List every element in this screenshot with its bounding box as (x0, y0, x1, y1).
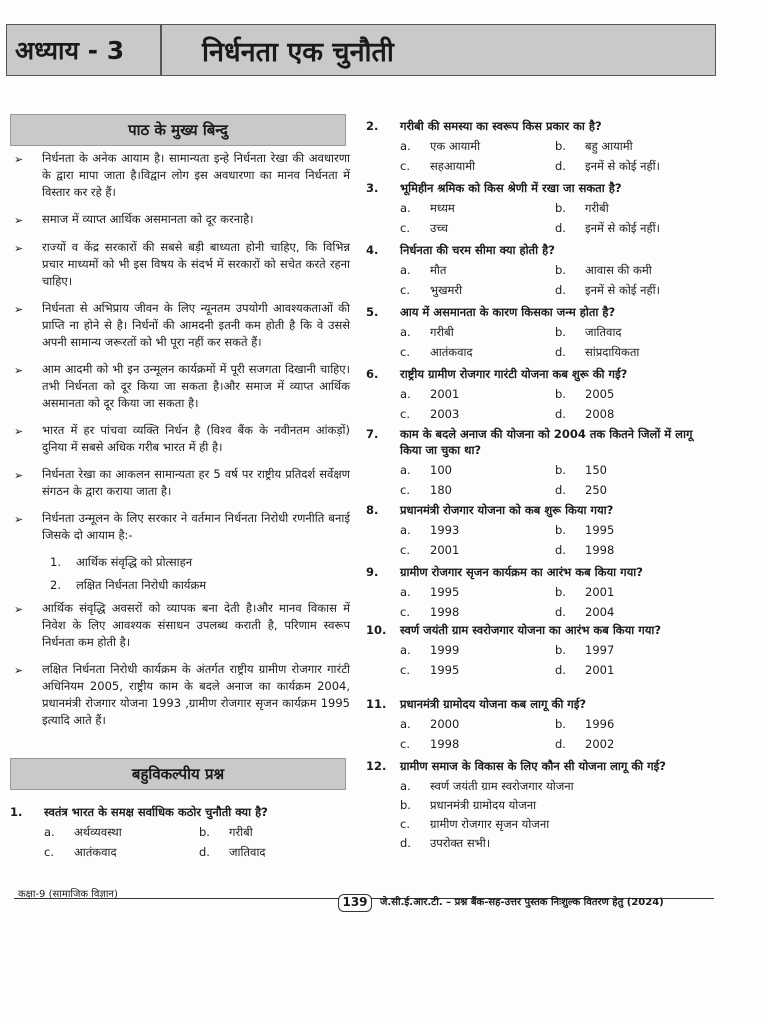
option-letter: c. (400, 221, 410, 235)
option-letter: d. (555, 605, 566, 619)
option-text: उपरोक्त सभी। (430, 836, 491, 850)
option-letter: b. (199, 825, 210, 839)
question-text: निर्धनता की चरम सीमा क्या होती है? (400, 243, 555, 257)
answer-option (400, 386, 555, 402)
answer-option (400, 344, 555, 360)
question-text: आय में असमानता के कारण किसका जन्म होता है? (400, 305, 616, 319)
question-stem (10, 804, 350, 820)
option-letter: d. (555, 283, 566, 297)
answer-option (44, 824, 199, 840)
question-5 (366, 304, 711, 360)
key-point-text: लक्षित निर्धनता निरोधी कार्यक्रम के अंतर्गत राष्ट्रीय ग्रामीण रोजगार गारंटी अधिनियम 2005, राष्ट्रीय काम के बदले अनाज का कार्यक्रम 2004, प्रधानमंत्री रोजगार योजना 1993 ,ग्रामीण रोजगार सृजन कार्यक्रम 1995 इत्यादि आते हैं। (42, 662, 350, 727)
question-text: ग्रामीण रोजगार सृजन कार्यक्रम का आरंभ कब किया गया? (400, 565, 643, 579)
question-text: ग्रामीण समाज के विकास के लिए कौन सी योजना लागू की गई? (400, 759, 666, 773)
option-text: सांप्रदायिकता (585, 345, 640, 359)
option-letter: d. (555, 159, 566, 173)
key-points-list (14, 150, 350, 739)
option-letter: c. (400, 159, 410, 173)
answer-option (400, 642, 555, 658)
option-letter: d. (555, 663, 566, 677)
option-list (400, 324, 711, 360)
sub-point-number: 1. (50, 555, 61, 569)
option-list (400, 778, 711, 851)
key-points-heading: पाठ के मुख्य बिन्दु (10, 114, 346, 146)
answer-option (555, 158, 710, 174)
question-stem (366, 242, 711, 258)
option-letter: b. (555, 387, 566, 401)
option-text: बहु आयामी (585, 139, 633, 153)
question-number: 4. (366, 243, 379, 257)
answer-option (400, 200, 555, 216)
question-text: भूमिहीन श्रमिक को किस श्रेणी में रखा जा सकता है? (400, 181, 622, 195)
answer-option (555, 736, 710, 752)
option-list (400, 262, 711, 298)
key-point-text: राज्यों व केंद्र सरकारों की सबसे बड़ी बाध्यता होनी चाहिए, कि विभिन्न प्रचार माध्यमों को भी इस विषय के संदर्भ में सरकारों को सचेत करते रहना चाहिए। (42, 240, 350, 288)
answer-option (400, 220, 555, 236)
key-point (14, 300, 350, 351)
option-letter: d. (555, 737, 566, 751)
key-point-text: निर्धनता से अभिप्राय जीवन के लिए न्यूनतम उपयोगी आवश्यकताओं की प्राप्ति ना होने से है। निर्धनों की आमदनी इतनी कम होती है कि वे उससे अपनी सामान्य जरूरतों को भी पूरा नहीं कर सकते हैं। (42, 301, 350, 349)
option-letter: a. (400, 779, 411, 793)
answer-option (400, 835, 711, 851)
option-letter: b. (555, 139, 566, 153)
option-text: 1995 (585, 523, 615, 537)
question-number: 3. (366, 181, 379, 195)
sub-point (50, 554, 350, 571)
option-letter: a. (400, 139, 411, 153)
key-point (14, 600, 350, 651)
option-text: आतंकवाद (430, 345, 473, 359)
option-text: इनमें से कोई नहीं। (585, 159, 660, 173)
answer-option (555, 522, 710, 538)
key-point-text: निर्धनता रेखा का आकलन सामान्यता हर 5 वर्ष पर राष्ट्रीय प्रतिदर्श सर्वेक्षण संगठन के द्वारा कराया जाता है। (42, 467, 350, 498)
answer-option (44, 844, 199, 860)
option-letter: a. (400, 263, 411, 277)
option-text: उच्च (430, 221, 448, 235)
answer-option (400, 542, 555, 558)
option-letter: a. (400, 717, 411, 731)
option-letter: c. (44, 845, 54, 859)
answer-option (400, 262, 555, 278)
option-letter: b. (555, 585, 566, 599)
footer-class-label: कक्षा-9 (सामाजिक विज्ञान) (18, 889, 118, 900)
question-stem (366, 118, 711, 134)
answer-option (555, 282, 710, 298)
question-text: प्रधानमंत्री ग्रामोदय योजना कब लागू की गई? (400, 697, 587, 711)
question-number: 8. (366, 503, 379, 517)
answer-option (400, 138, 555, 154)
option-list (400, 522, 711, 558)
option-letter: a. (400, 585, 411, 599)
question-text: स्वर्ण जयंती ग्राम स्वरोजगार योजना का आरंभ कब किया गया? (400, 623, 662, 637)
question-stem (366, 564, 711, 580)
answer-option (400, 406, 555, 422)
option-text: 1995 (430, 663, 460, 677)
bullet-arrow-icon: ➢ (14, 214, 24, 227)
question-stem (366, 180, 711, 196)
key-point (14, 466, 350, 500)
mcq-heading: बहुविकल्पीय प्रश्न (10, 758, 346, 790)
option-text: स्वर्ण जयंती ग्राम स्वरोजगार योजना (430, 779, 574, 793)
option-letter: a. (400, 643, 411, 657)
option-text: 1998 (430, 737, 460, 751)
option-letter: c. (400, 283, 410, 297)
option-letter: d. (400, 836, 411, 850)
answer-option (555, 584, 710, 600)
question-stem (366, 502, 711, 518)
answer-option (400, 158, 555, 174)
question-number: 6. (366, 367, 379, 381)
bullet-arrow-icon: ➢ (14, 664, 24, 677)
answer-option (400, 462, 555, 478)
answer-option (555, 482, 710, 498)
question-6 (366, 366, 711, 422)
answer-option (400, 282, 555, 298)
option-text: 180 (430, 483, 452, 497)
question-number: 12. (366, 759, 387, 773)
answer-option (555, 200, 710, 216)
option-letter: b. (555, 325, 566, 339)
option-letter: d. (199, 845, 210, 859)
option-letter: c. (400, 345, 410, 359)
key-point-text: आर्थिक संवृद्धि अवसरों को व्यापक बना देती है।और मानव विकास में निवेश के लिए आवश्यक संसाधन उपलब्ध कराती है, परिणाम स्वरूप निर्धनता कम होती है। (42, 601, 350, 649)
answer-option (199, 824, 354, 840)
option-list (400, 462, 711, 498)
option-letter: b. (555, 643, 566, 657)
option-text: ग्रामीण रोजगार सृजन योजना (430, 817, 550, 831)
bullet-arrow-icon: ➢ (14, 303, 24, 316)
option-text: 1998 (430, 605, 460, 619)
question-7 (366, 426, 711, 498)
bullet-arrow-icon: ➢ (14, 364, 24, 377)
option-letter: c. (400, 605, 410, 619)
answer-option (400, 584, 555, 600)
chapter-title: निर्धनता एक चुनौती (202, 36, 394, 68)
option-text: गरीबी (430, 325, 454, 339)
question-number: 11. (366, 697, 387, 711)
option-text: गरीबी (585, 201, 609, 215)
option-list (400, 584, 711, 620)
option-text: 2000 (430, 717, 460, 731)
answer-option (400, 324, 555, 340)
option-text: 1995 (430, 585, 460, 599)
key-point (14, 510, 350, 544)
option-letter: c. (400, 543, 410, 557)
question-number: 1. (10, 805, 23, 819)
option-text: 1993 (430, 523, 460, 537)
option-letter: b. (555, 263, 566, 277)
option-text: जातिवाद (585, 325, 622, 339)
option-text: 2008 (585, 407, 615, 421)
question-number: 5. (366, 305, 379, 319)
option-text: 1996 (585, 717, 615, 731)
question-1 (10, 804, 350, 860)
option-letter: c. (400, 817, 410, 831)
option-text: 2001 (585, 663, 615, 677)
page-number: 139 (338, 894, 372, 912)
option-text: अर्थव्यवस्था (74, 825, 122, 839)
question-number: 7. (366, 427, 379, 441)
answer-option (400, 716, 555, 732)
key-point (14, 211, 350, 229)
question-stem (366, 366, 711, 382)
option-list (400, 200, 711, 236)
key-point (14, 422, 350, 456)
bullet-arrow-icon: ➢ (14, 425, 24, 438)
question-number: 9. (366, 565, 379, 579)
option-text: इनमें से कोई नहीं। (585, 283, 660, 297)
answer-option (555, 462, 710, 478)
answer-option (400, 482, 555, 498)
option-letter: d. (555, 543, 566, 557)
option-text: 1999 (430, 643, 460, 657)
option-text: 2001 (430, 543, 460, 557)
option-text: गरीबी (229, 825, 253, 839)
bullet-arrow-icon: ➢ (14, 603, 24, 616)
question-10 (366, 622, 711, 678)
option-letter: a. (400, 325, 411, 339)
option-text: एक आयामी (430, 139, 481, 153)
question-stem (366, 696, 711, 712)
option-letter: c. (400, 737, 410, 751)
option-list (44, 824, 350, 860)
answer-option (555, 324, 710, 340)
question-4 (366, 242, 711, 298)
question-text: गरीबी की समस्या का स्वरूप किस प्रकार का है? (400, 119, 602, 133)
answer-option (400, 736, 555, 752)
option-letter: d. (555, 483, 566, 497)
answer-option (199, 844, 354, 860)
option-text: सहआयामी (430, 159, 476, 173)
option-text: इनमें से कोई नहीं। (585, 221, 660, 235)
answer-option (555, 344, 710, 360)
option-list (400, 386, 711, 422)
option-letter: d. (555, 407, 566, 421)
option-text: 150 (585, 463, 607, 477)
footer-publisher: जे.सी.ई.आर.टी. – प्रश्न बैंक-सह-उत्तर पुस्तक निःशुल्क वितरण हेतु (2024) (380, 897, 664, 908)
option-letter: d. (555, 221, 566, 235)
answer-option (400, 662, 555, 678)
answer-option (555, 716, 710, 732)
answer-option (555, 220, 710, 236)
question-text: काम के बदले अनाज की योजना को 2004 तक कितने जिलों में लागू किया जा चुका था? (400, 427, 693, 457)
answer-option (555, 386, 710, 402)
question-stem (366, 304, 711, 320)
option-text: प्रधानमंत्री ग्रामोदय योजना (430, 798, 537, 812)
answer-option (400, 522, 555, 538)
key-point-text: आम आदमी को भी इन उन्मूलन कार्यक्रमों में पूरी सजगता दिखानी चाहिए। तभी निर्धनता को दूर किया जा सकता है।और समाज में व्याप्त आर्थिक असमानता को दूर किया जा सकता है। (42, 362, 350, 410)
sub-point-text: लक्षित निर्धनता निरोधी कार्यक्रम (76, 578, 207, 592)
question-stem (366, 622, 711, 638)
answer-option (400, 797, 711, 813)
key-point-text: समाज में व्याप्त आर्थिक असमानता को दूर करनाहै। (42, 212, 254, 226)
option-text: आतंकवाद (74, 845, 117, 859)
option-text: 2003 (430, 407, 460, 421)
question-text: स्वतंत्र भारत के समक्ष सर्वाधिक कठोर चुनौती क्या है? (44, 805, 268, 819)
option-text: 2001 (430, 387, 460, 401)
option-text: जातिवाद (229, 845, 266, 859)
sub-point-number: 2. (50, 578, 61, 592)
option-letter: b. (555, 717, 566, 731)
answer-option (555, 138, 710, 154)
option-letter: b. (400, 798, 411, 812)
option-letter: a. (400, 523, 411, 537)
chapter-number: अध्याय - 3 (7, 25, 162, 75)
answer-option (555, 542, 710, 558)
key-point-text: भारत में हर पांचवा व्यक्ति निर्धन है (विश्व बैंक के नवीनतम आंकड़ों) दुनिया में सबसे अधिक गरीब भारत में ही है। (42, 423, 350, 454)
option-list (400, 138, 711, 174)
answer-option (555, 604, 710, 620)
question-12 (366, 758, 711, 854)
key-point (14, 661, 350, 729)
option-list (400, 716, 711, 752)
option-list (400, 642, 711, 678)
question-2 (366, 118, 711, 174)
option-text: 100 (430, 463, 452, 477)
question-stem (366, 426, 711, 458)
key-point (14, 150, 350, 201)
option-letter: b. (555, 463, 566, 477)
option-text: मध्यम (430, 201, 455, 215)
option-text: 2002 (585, 737, 615, 751)
option-text: भुखमरी (430, 283, 463, 297)
option-letter: b. (555, 201, 566, 215)
question-text: प्रधानमंत्री रोजगार योजना को कब शुरू किया गया? (400, 503, 614, 517)
key-point (14, 239, 350, 290)
option-letter: a. (400, 201, 411, 215)
question-number: 2. (366, 119, 379, 133)
bullet-arrow-icon: ➢ (14, 469, 24, 482)
option-letter: c. (400, 483, 410, 497)
option-letter: d. (555, 345, 566, 359)
option-letter: c. (400, 663, 410, 677)
answer-option (555, 662, 710, 678)
option-text: मौत (430, 263, 447, 277)
option-letter: a. (400, 387, 411, 401)
option-letter: a. (44, 825, 55, 839)
option-letter: c. (400, 407, 410, 421)
option-text: 1997 (585, 643, 615, 657)
bullet-arrow-icon: ➢ (14, 153, 24, 166)
answer-option (400, 604, 555, 620)
chapter-header (6, 24, 716, 76)
option-text: आवास की कमी (585, 263, 652, 277)
key-point-text: निर्धनता के अनेक आयाम है। सामान्यता इन्हे निर्धनता रेखा की अवधारणा के द्वारा मापा जाता है।विद्वान लोग इस अवधारणा का मानव निर्धनता में विस्तार कर रहे हैं। (42, 151, 350, 199)
answer-option (400, 816, 711, 832)
option-letter: b. (555, 523, 566, 537)
sub-point (50, 577, 350, 594)
option-text: 250 (585, 483, 607, 497)
answer-option (400, 778, 711, 794)
bullet-arrow-icon: ➢ (14, 513, 24, 526)
question-9 (366, 564, 711, 620)
option-text: 2004 (585, 605, 615, 619)
option-text: 2001 (585, 585, 615, 599)
question-number: 10. (366, 623, 387, 637)
answer-option (555, 642, 710, 658)
option-text: 1998 (585, 543, 615, 557)
question-text: राष्ट्रीय ग्रामीण रोजगार गारंटी योजना कब शुरू की गई? (400, 367, 628, 381)
question-stem (366, 758, 711, 774)
answer-option (555, 262, 710, 278)
bullet-arrow-icon: ➢ (14, 242, 24, 255)
option-text: 2005 (585, 387, 615, 401)
question-11 (366, 696, 711, 752)
option-letter: a. (400, 463, 411, 477)
key-point-text: निर्धनता उन्मूलन के लिए सरकार ने वर्तमान निर्धनता निरोधी रणनीति बनाई जिसके दो आयाम है:- (42, 511, 350, 542)
key-point (14, 361, 350, 412)
sub-point-text: आर्थिक संवृद्धि को प्रोत्साहन (76, 555, 193, 569)
question-3 (366, 180, 711, 236)
question-8 (366, 502, 711, 558)
answer-option (555, 406, 710, 422)
